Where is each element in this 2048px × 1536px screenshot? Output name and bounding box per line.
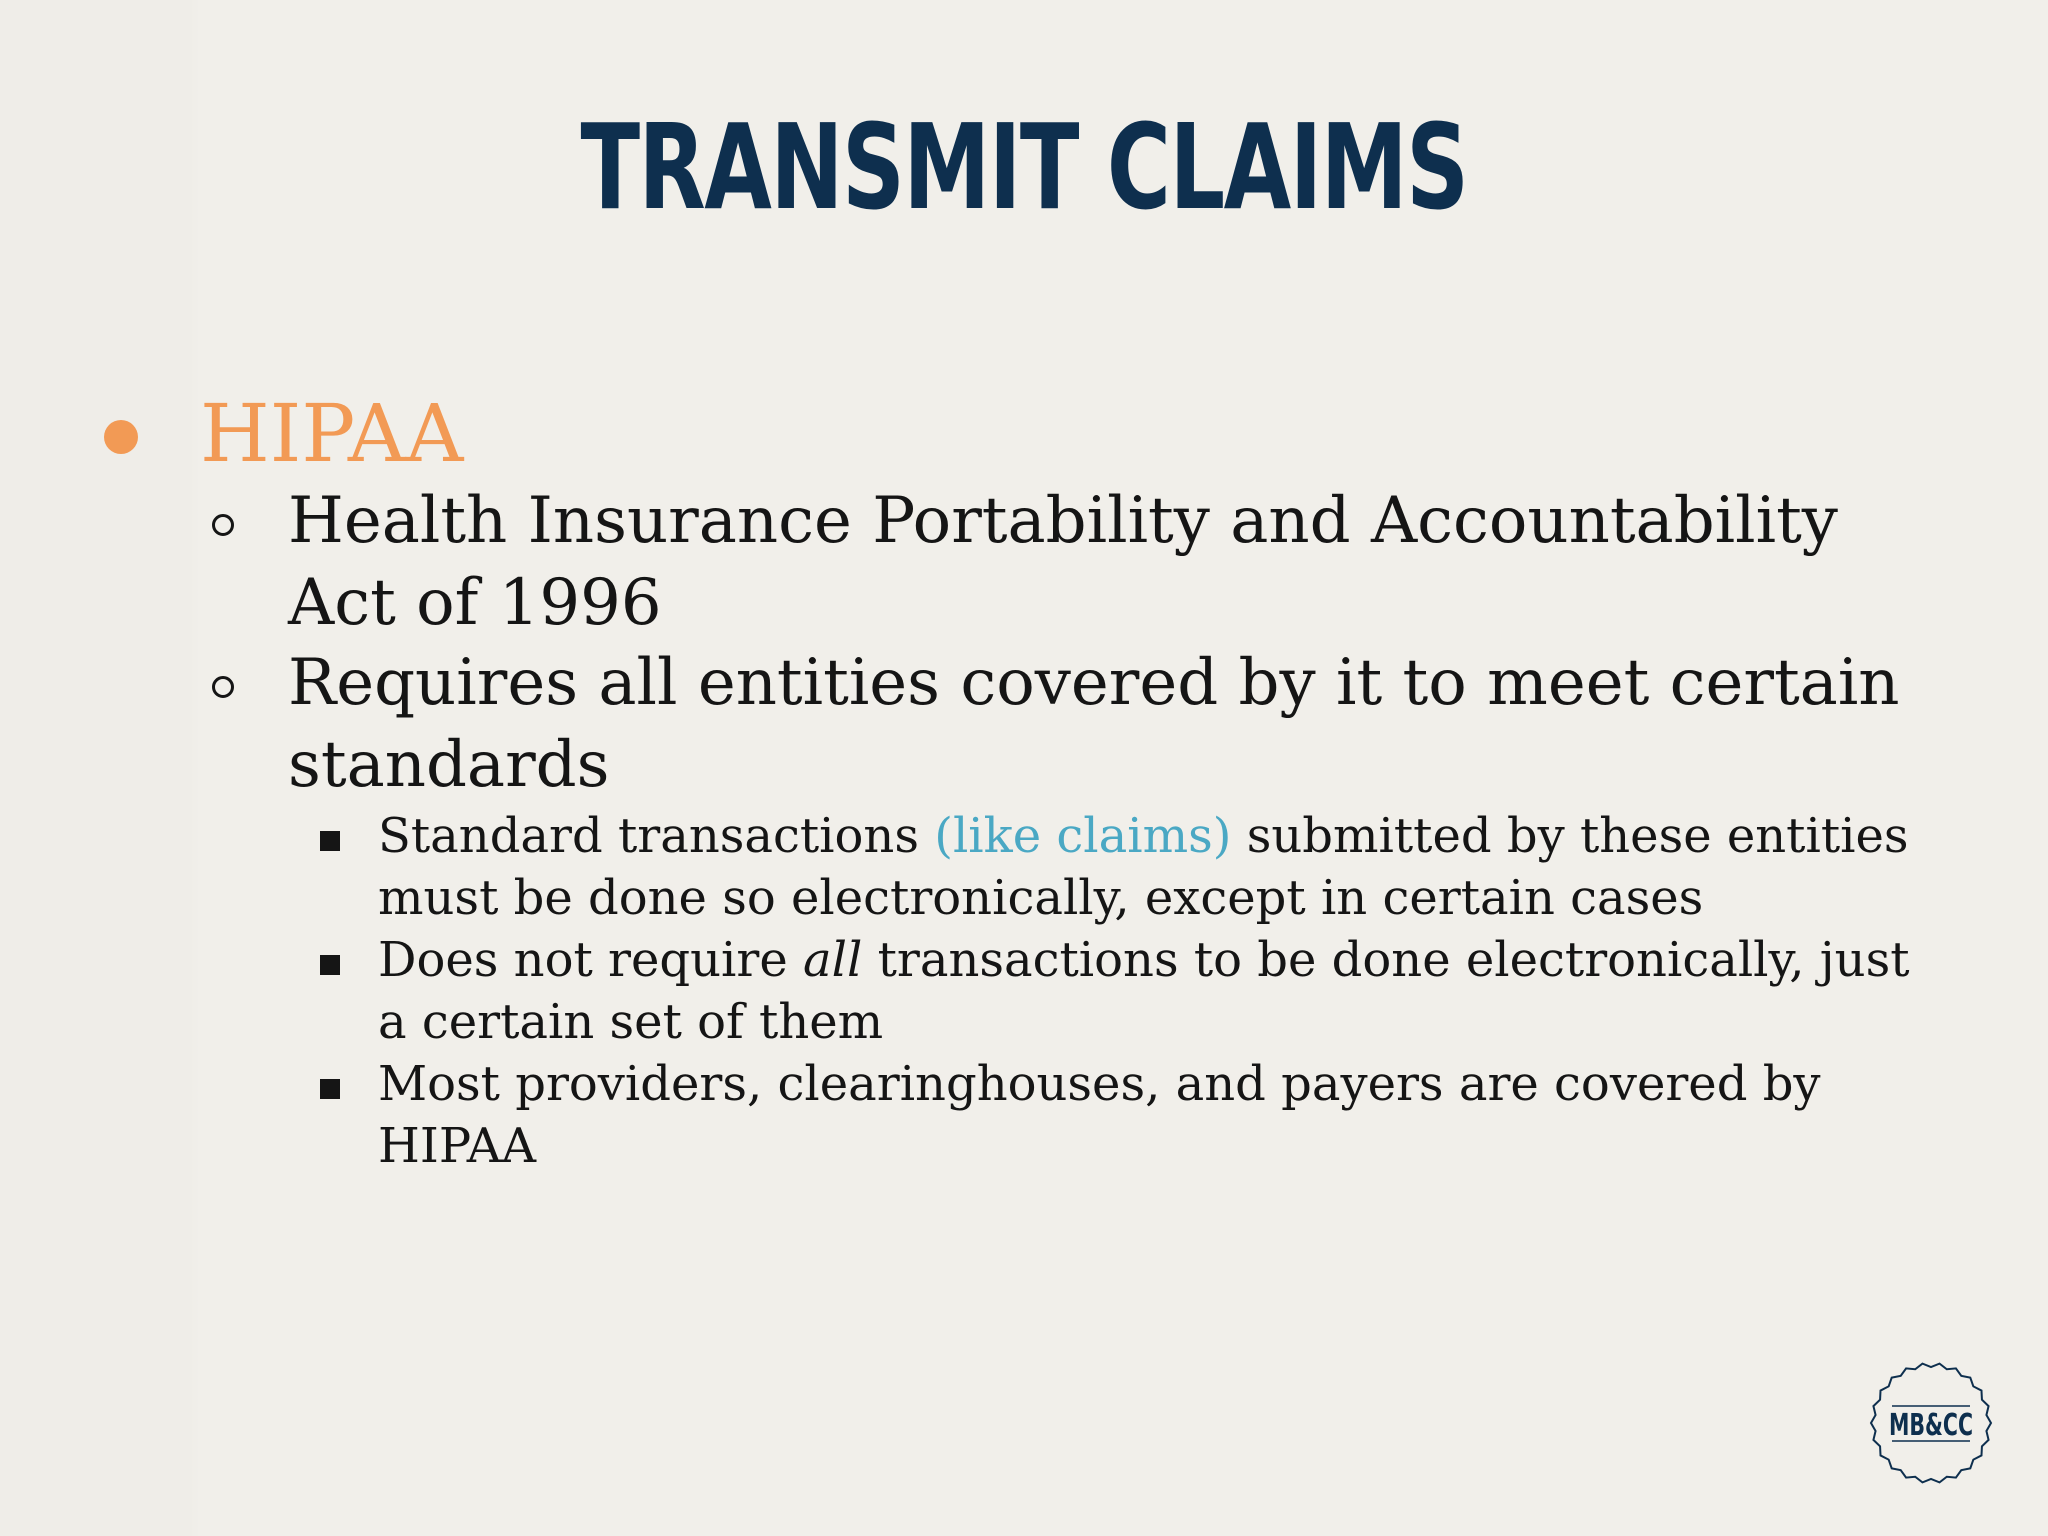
detail-bullet-covered-line-2: HIPAA [378,1118,537,1174]
text-segment: Does not require [378,932,803,988]
slide-title: TRANSMIT CLAIMS [580,98,1468,236]
detail-bullet-covered-text [378,1053,1968,1177]
text-segment: transactions to be done electronically, just [862,932,1910,988]
hollow-circle-bullet-icon [212,514,234,536]
detail-bullet-transactions-line-2: must be done so electronically, except in certain cases [378,870,1704,926]
detail-bullet-not-all-line-2: a certain set of them [378,994,884,1050]
sub-bullet-act-line-1: Health Insurance Portability and Accountability [288,484,1838,558]
square-bullet-icon [320,831,340,851]
sub-bullet-standards-line-2: standards [288,728,610,802]
seal-icon [1868,1360,1994,1486]
logo-text: MB&CC [1889,1408,1973,1443]
detail-bullet-covered-line-1: Most providers, clearinghouses, and payers are covered by [378,1056,1821,1112]
all-emphasis: all [803,932,863,988]
mbcc-logo [1868,1360,1994,1486]
detail-bullet-not-all-text [378,929,1968,1053]
detail-bullet-transactions-text [378,805,1968,929]
sub-bullet-standards-line-1: Requires all entities covered by it to meet certain [288,646,1900,720]
square-bullet-icon [320,1079,340,1099]
hollow-circle-bullet-icon [212,676,234,698]
square-bullet-icon [320,955,340,975]
like-claims-accent: (like claims) [934,808,1232,864]
sub-bullet-act-line-2: Act of 1996 [288,566,662,640]
sub-bullet-act-text [288,480,1928,644]
detail-bullet-not-all-line-1 [378,929,1968,991]
filled-circle-bullet-icon [104,420,138,454]
sub-bullet-standards-text [288,642,1928,806]
bullet-hipaa-label: HIPAA [200,387,464,480]
text-segment: submitted by these entities [1231,808,1909,864]
text-segment: Standard transactions [378,808,935,864]
detail-bullet-transactions-line-1 [378,805,1968,867]
